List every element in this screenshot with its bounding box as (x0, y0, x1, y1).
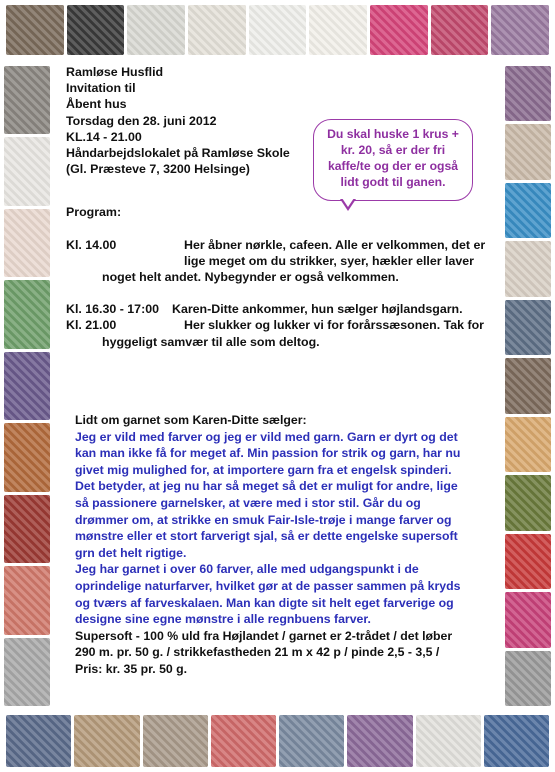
tapestry-photo (279, 715, 344, 767)
paragraph-line: så passionere garnelsker, at være med i stor stil. Går du og (75, 495, 421, 510)
teddy-bear-photo (505, 417, 551, 472)
spec-line: Supersoft - 100 % uld fra Højlandet / garnet er 2-trådet / det løber (75, 628, 453, 643)
paragraph-line: Jeg har garnet i over 60 farver, alle med udgangspunkt i de (75, 562, 419, 577)
fair-isle-mittens-photo (6, 715, 71, 767)
program-text: Her slukker og lukker vi for forårssæsonen. Tak for (184, 318, 485, 333)
knit-owl-photo (4, 352, 50, 420)
event-time: KL.14 - 21.00 (66, 129, 142, 144)
program-text: Karen-Ditte ankommer, hun sælger højlandsgarn. (172, 302, 463, 317)
nordic-ornament-photo (505, 534, 551, 589)
baby-bonnet-photo (4, 209, 50, 277)
program-text: hyggeligt samvær til alle som deltog. (102, 334, 320, 349)
program-text: Her åbner nørkle, cafeen. Alle er velkommen, det er (184, 237, 486, 252)
left-photo-border (0, 62, 54, 710)
knit-shawl-photo (491, 5, 549, 55)
lace-knit-photo (188, 5, 246, 55)
yarn-basket-photo (74, 715, 139, 767)
bubble-text: kr. 20, så er der fri (340, 143, 446, 157)
paisley-pattern-photo (4, 137, 50, 205)
white-yarn-ball-photo (127, 5, 185, 55)
blue-yarn-photo (505, 183, 551, 238)
paragraph-line: designe sine egne mønstre i alle regnbuens farver. (75, 612, 371, 627)
host-name: Ramløse Husflid (66, 65, 164, 79)
yarn-info-section (75, 412, 495, 678)
event-date: Torsdag den 28. juni 2012 (66, 113, 217, 128)
paragraph-line: Jeg er vild med farver og jeg er vild med garn. Garn er dyrt og det (75, 429, 458, 444)
program-time: Kl. 21.00 (66, 318, 117, 333)
ruffle-scarf-photo (431, 5, 489, 55)
bubble-text: lidt godt til ganen. (340, 175, 446, 189)
invitation-line: Invitation til (66, 81, 136, 96)
paragraph-line: givet mig mulighed for, at importere garn fra et engelsk spinderi. (75, 462, 452, 477)
program-item (66, 237, 494, 269)
bubble-tail-inner (342, 198, 354, 207)
bubble-text: Du skal huske 1 krus + (327, 127, 459, 141)
fair-isle-sweater-photo (505, 475, 551, 530)
paragraph-line: Det betyder, at jeg nu har så meget så det er muligt for andre, lige (75, 479, 458, 494)
pink-knit-photo (4, 566, 50, 634)
lace-shawl-photo (505, 66, 551, 121)
coffee-note-bubble (313, 119, 473, 201)
knitting-hands-photo (4, 66, 50, 134)
pink-hat-photo (505, 592, 551, 647)
love-heart-pillow-photo (211, 715, 276, 767)
pink-lace-shawl-photo (370, 5, 428, 55)
patchwork-quilt-photo (4, 423, 50, 491)
program-text: lige meget om du strikker, syer, hækler eller laver (184, 253, 474, 268)
program-item (66, 317, 494, 333)
jeg-strik-badge-photo (416, 715, 481, 767)
event-address: (Gl. Præsteve 7, 3200 Helsinge) (66, 162, 250, 177)
striped-blanket-photo (4, 280, 50, 348)
paragraph-line: og tværs af farveskalaen. Man kan digte sit helt eget farverige og (75, 595, 454, 610)
paragraph-line: grn det helt rigtige. (75, 545, 187, 560)
grey-cardigan-photo (505, 651, 551, 706)
program-time: Kl. 16.30 - 17:00 (66, 302, 159, 317)
blue-textile-photo (484, 715, 549, 767)
white-lace-photo (309, 5, 367, 55)
yarn-colors-paragraph (75, 561, 495, 627)
heart-sweater-photo (505, 300, 551, 355)
yarn-specs (75, 628, 495, 678)
spec-line: 290 m. pr. 50 g. / strikkefastheden 21 m x 42 p / pinde 2,5 - 3,5 / (75, 645, 440, 660)
invitation-content (66, 64, 494, 350)
knit-cushion-photo (143, 715, 208, 767)
striped-pillow-photo (67, 5, 125, 55)
fair-isle-jacket-photo (4, 495, 50, 563)
top-photo-border (0, 0, 555, 60)
program-text: noget helt andet. Nybegynder er også velkommen. (102, 270, 399, 285)
knitting-needles-photo (505, 358, 551, 413)
paragraph-line: oprindelige naturfarver, hvilket gør at de passer sammen på kryds (75, 578, 461, 593)
paragraph-line: kan man ikke få for meget af. Min passion for strik og garn, har nu (75, 446, 461, 461)
knit-stockings-photo (6, 5, 64, 55)
yarn-info-heading: Lidt om garnet som Karen-Ditte sælger: (75, 413, 307, 427)
event-venue: Håndarbejdslokalet på Ramløse Skole (66, 146, 290, 161)
bottom-photo-border (0, 710, 555, 772)
spec-line: Pris: kr. 35 pr. 50 g. (75, 661, 188, 676)
event-title: Åbent hus (66, 97, 127, 112)
knit-cowl-photo (505, 124, 551, 179)
yarn-ball-photo (4, 638, 50, 706)
right-photo-border (501, 62, 555, 710)
paragraph-line: drømmer om, at strikke en smuk Fair-Isle-trøje i mange farver og (75, 512, 452, 527)
program-heading: Program: (66, 205, 122, 220)
white-gloves-photo (249, 5, 307, 55)
paragraph-line: mønstre eller et stort farverigt sjal, så er dette engelske supersoft (75, 529, 458, 544)
toddler-knit-photo (505, 241, 551, 296)
knitting-photo (347, 715, 412, 767)
program-time: Kl. 14.00 (66, 237, 117, 252)
program-item (66, 301, 494, 317)
bubble-text: kaffe/te og der er også (327, 159, 459, 173)
yarn-info-paragraph (75, 429, 495, 562)
